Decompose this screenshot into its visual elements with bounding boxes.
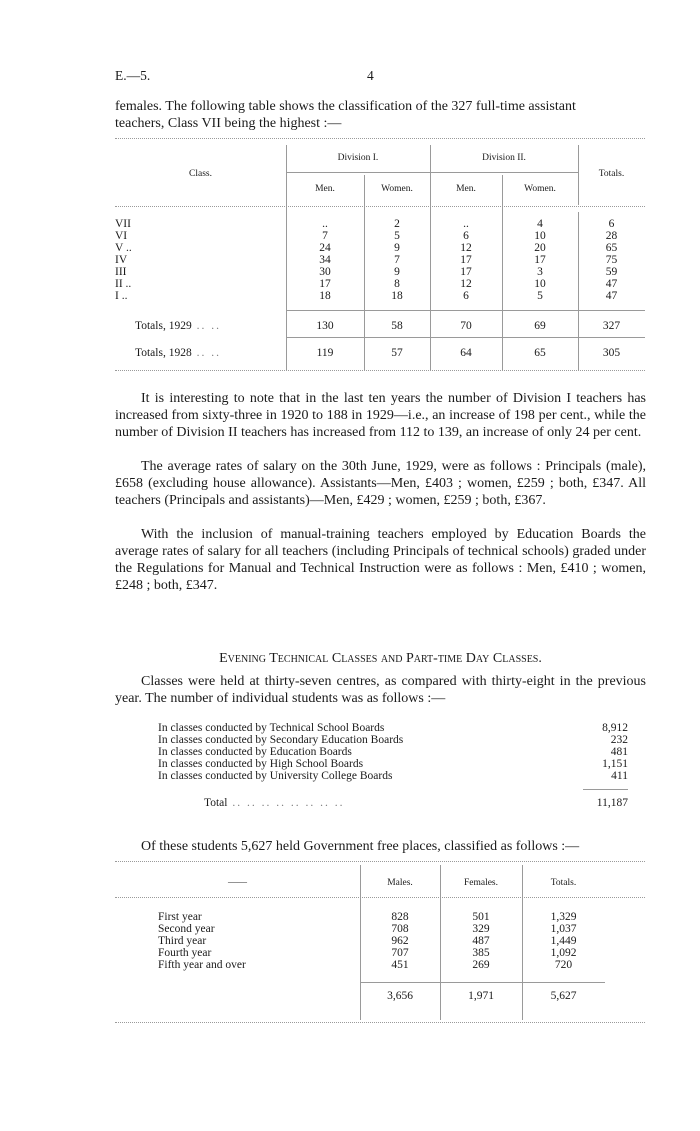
paragraph-free-places: Of these students 5,627 held Government free places, classified as follows :— xyxy=(141,839,580,854)
cell: .. xyxy=(322,218,328,230)
year-label: Third year xyxy=(158,935,207,947)
cell: 30 xyxy=(319,266,331,278)
intro-line-2: teachers, Class VII being the highest :— xyxy=(115,116,342,131)
table-row xyxy=(158,746,628,758)
cell: 18 xyxy=(319,290,331,302)
paragraph-centres: Classes were held at thirty-seven centres, as compared with thirty-eight in the previous year. The number of individual students was as follows :— xyxy=(115,674,646,706)
paragraph-division-growth: It is interesting to note that in the last ten years the number of Division I teachers has increased from sixty-three in 1920 to 188 in 1929—i.e., an increase of 198 per cent., while the number of Division II teachers has increased from 112 to 139, an increase of only 24 per cent. xyxy=(115,391,646,440)
cell: 3 xyxy=(537,266,543,278)
cell: 1,037 xyxy=(550,923,577,935)
table-row xyxy=(115,266,645,278)
cell: 64 xyxy=(460,347,472,359)
board-label: In classes conducted by Secondary Education Boards xyxy=(158,734,404,746)
student-count: 1,151 xyxy=(602,758,628,770)
cell: 962 xyxy=(391,935,409,947)
section-title: Evening Technical Classes and Part-time Day Classes. xyxy=(219,651,542,666)
div2-men-header: Men. xyxy=(456,184,476,194)
table2-body xyxy=(158,722,628,782)
intro-line-1: females. The following table shows the classification of the 327 full-time assistant xyxy=(115,99,576,114)
year-label: Fourth year xyxy=(158,947,212,959)
cell: 269 xyxy=(472,959,490,971)
cell: 24 xyxy=(319,242,331,254)
cell: 75 xyxy=(605,254,618,266)
table-row xyxy=(158,734,628,746)
class-label: II .. xyxy=(115,278,132,290)
table-row xyxy=(115,230,645,242)
cell: 385 xyxy=(472,947,490,959)
table-row xyxy=(158,770,628,782)
cell: 58 xyxy=(391,320,403,332)
div1-men-header: Men. xyxy=(315,184,335,194)
cell: 17 xyxy=(460,266,472,278)
cell: 10 xyxy=(534,278,546,290)
cell: 69 xyxy=(534,320,546,332)
table-row xyxy=(115,278,645,290)
cell: 9 xyxy=(394,266,400,278)
cell: 12 xyxy=(460,278,472,290)
cell: 327 xyxy=(602,320,621,332)
cell: 7 xyxy=(394,254,400,266)
totals-1929-row: Totals, 1929 .. .. 130 58 70 69 327 xyxy=(115,320,645,332)
cell: 487 xyxy=(472,935,490,947)
totals-1929-label: Totals, 1929 xyxy=(135,320,192,332)
sum-males: 3,656 xyxy=(387,990,413,1002)
table-row xyxy=(115,290,645,302)
class-label: VII xyxy=(115,218,131,230)
class-label: V .. xyxy=(115,242,132,254)
cell: 17 xyxy=(460,254,472,266)
cell: 1,449 xyxy=(550,935,577,947)
cell: 57 xyxy=(391,347,403,359)
class-label: VI xyxy=(115,230,128,242)
table-row xyxy=(158,923,605,935)
cell: 9 xyxy=(394,242,400,254)
cell: .. xyxy=(463,218,469,230)
cell: 1,329 xyxy=(550,911,577,923)
sum-totals: 5,627 xyxy=(550,990,577,1002)
free-places-blank-header: —— xyxy=(228,878,247,888)
cell: 6 xyxy=(463,290,469,302)
cell: 2 xyxy=(394,218,400,230)
cell: 12 xyxy=(460,242,472,254)
students-total-row: Total .. .. .. .. .. .. .. .. 11,187 xyxy=(204,797,628,809)
cell: 10 xyxy=(534,230,546,242)
year-label: Fifth year and over xyxy=(158,959,246,971)
table1-body xyxy=(115,218,645,302)
cell: 17 xyxy=(534,254,546,266)
board-label: In classes conducted by Education Boards xyxy=(158,746,352,758)
cell: 6 xyxy=(608,218,615,230)
paragraph-manual-training: With the inclusion of manual-training teachers employed by Education Boards the average rates of salary for all teachers (including Principals of technical schools) graded under the Regulations for Manual and Technical Instruction were as follows : Men, £410 ; women, £248 ; both, £347. xyxy=(115,527,646,593)
class-label: I .. xyxy=(115,290,128,302)
student-count: 8,912 xyxy=(602,722,628,734)
table-row xyxy=(158,947,605,959)
division-1-header: Division I. xyxy=(337,153,379,163)
year-label: Second year xyxy=(158,923,215,935)
paragraph-salary-rates: The average rates of salary on the 30th June, 1929, were as follows : Principals (male), £658 (excluding house allowance). Assistants—Men, £403 ; women, £259 ; both, £347. All teachers (Principals and assistants)—Men, £429 ; women, £259 ; both, £367. xyxy=(115,459,646,508)
div2-women-header: Women. xyxy=(524,184,556,194)
cell: 8 xyxy=(394,278,400,290)
page-header xyxy=(115,68,645,86)
class-label: IV xyxy=(115,254,128,266)
students-total-value: 11,187 xyxy=(596,797,628,809)
cell: 708 xyxy=(391,923,409,935)
free-places-sum-row xyxy=(158,990,605,1002)
cell: 5 xyxy=(537,290,543,302)
cell: 451 xyxy=(391,959,409,971)
cell: 720 xyxy=(554,959,573,971)
student-count: 232 xyxy=(610,734,628,746)
totals-1928-label: Totals, 1928 xyxy=(135,347,192,359)
table-row xyxy=(158,758,628,770)
table-row xyxy=(115,242,645,254)
students-total-label: Total xyxy=(204,797,228,809)
cell: 34 xyxy=(319,254,331,266)
year-label: First year xyxy=(158,911,202,923)
cell: 47 xyxy=(605,290,618,302)
sum-females: 1,971 xyxy=(468,990,494,1002)
div1-women-header: Women. xyxy=(381,184,413,194)
intro-paragraph xyxy=(115,98,646,132)
student-count: 481 xyxy=(610,746,628,758)
cell: 130 xyxy=(316,320,334,332)
board-label: In classes conducted by Technical School Boards xyxy=(158,722,385,734)
table-row xyxy=(158,935,605,947)
cell: 707 xyxy=(391,947,409,959)
cell: 4 xyxy=(537,218,543,230)
totals-header: Totals. xyxy=(550,878,577,888)
table-row xyxy=(115,218,645,230)
table-row xyxy=(158,722,628,734)
cell: 7 xyxy=(322,230,328,242)
class-label: III xyxy=(115,266,127,278)
cell: 65 xyxy=(534,347,546,359)
cell: 59 xyxy=(605,266,618,278)
cell: 28 xyxy=(605,230,618,242)
cell: 17 xyxy=(319,278,331,290)
cell: 5 xyxy=(394,230,400,242)
page-reference: E.—5. xyxy=(115,68,151,83)
page-number: 4 xyxy=(367,68,374,83)
board-label: In classes conducted by University College Boards xyxy=(158,770,393,782)
board-label: In classes conducted by High School Boards xyxy=(158,758,364,770)
division-2-header: Division II. xyxy=(482,153,526,163)
class-column-header: Class. xyxy=(189,169,212,179)
table-row xyxy=(158,911,605,923)
cell: 47 xyxy=(605,278,618,290)
student-count: 411 xyxy=(611,770,628,782)
cell: 305 xyxy=(602,347,621,359)
cell: 6 xyxy=(463,230,469,242)
table-row xyxy=(115,254,645,266)
cell: 119 xyxy=(316,347,334,359)
cell: 329 xyxy=(472,923,490,935)
males-header: Males. xyxy=(387,878,413,888)
totals-column-header: Totals. xyxy=(598,169,625,179)
cell: 1,092 xyxy=(550,947,577,959)
table3-body xyxy=(158,911,605,971)
cell: 501 xyxy=(472,911,490,923)
totals-1928-row: Totals, 1928 .. .. 119 57 64 65 305 xyxy=(115,347,645,359)
cell: 828 xyxy=(391,911,409,923)
cell: 18 xyxy=(391,290,403,302)
cell: 70 xyxy=(460,320,472,332)
females-header: Females. xyxy=(463,878,499,888)
cell: 65 xyxy=(605,242,618,254)
table-row xyxy=(158,959,605,971)
cell: 20 xyxy=(534,242,546,254)
